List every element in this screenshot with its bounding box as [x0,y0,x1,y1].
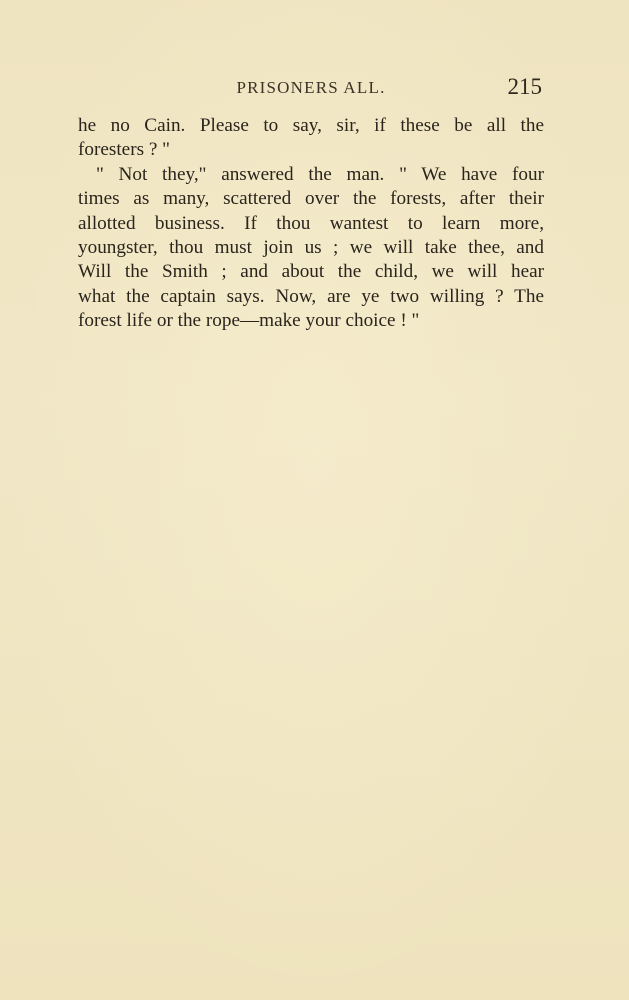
text-line: forest life or the rope—make your choice ! " [78,310,420,332]
text-line: what the captain says. Now, are ye two willing ? The [78,285,544,307]
text-line: allotted business. If thou wantest to learn more, [78,212,544,234]
running-head [78,74,544,102]
text-line: youngster, thou must join us ; we will take thee, and [78,237,544,259]
text-line: times as many, scattered over the forests, after their [78,188,544,210]
page-number: 215 [507,74,542,99]
paragraph [78,163,544,334]
text-line: " Not they," answered the man. " We have four [96,163,544,185]
body-text [78,114,544,334]
text-line: Will the Smith ; and about the child, we will hear [78,261,544,283]
running-title: PRISONERS ALL. [236,78,386,97]
text-line: foresters ? " [78,139,171,161]
text-line: he no Cain. Please to say, sir, if these be all the [78,115,544,136]
paragraph [78,114,544,163]
